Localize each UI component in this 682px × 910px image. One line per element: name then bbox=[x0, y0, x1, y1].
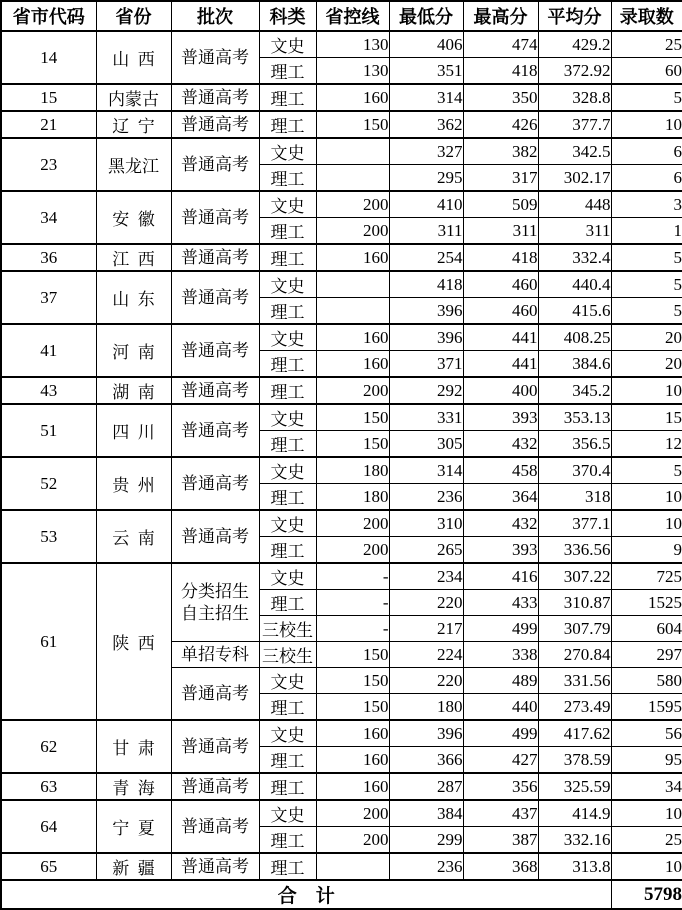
avg-score-cell: 440.4 bbox=[538, 271, 611, 298]
batch-cell: 普通高考 bbox=[171, 138, 259, 191]
province-cell: 安徽 bbox=[96, 191, 171, 244]
control-line-cell: 150 bbox=[316, 111, 389, 138]
province-cell: 云南 bbox=[96, 510, 171, 563]
control-line-cell: 160 bbox=[316, 747, 389, 774]
min-score-cell: 351 bbox=[389, 58, 463, 85]
avg-score-cell: 331.56 bbox=[538, 668, 611, 694]
batch-cell: 普通高考 bbox=[171, 377, 259, 404]
control-line-cell: 160 bbox=[316, 720, 389, 747]
control-line-cell bbox=[316, 138, 389, 165]
code-cell: 37 bbox=[1, 271, 96, 324]
code-column-header: 省市代码 bbox=[1, 1, 96, 31]
max-score-cell: 387 bbox=[463, 827, 538, 854]
code-cell: 43 bbox=[1, 377, 96, 404]
min-score-cell: 217 bbox=[389, 616, 463, 642]
min-score-cell: 396 bbox=[389, 298, 463, 325]
category-column-header: 科类 bbox=[259, 1, 316, 31]
max-score-column-header: 最高分 bbox=[463, 1, 538, 31]
avg-score-cell: 414.9 bbox=[538, 800, 611, 827]
min-score-cell: 366 bbox=[389, 747, 463, 774]
count-cell: 34 bbox=[611, 773, 682, 800]
control-line-cell: 200 bbox=[316, 537, 389, 564]
batch-cell: 普通高考 bbox=[171, 84, 259, 111]
min-score-cell: 406 bbox=[389, 31, 463, 58]
count-cell: 6 bbox=[611, 165, 682, 192]
avg-score-cell: 370.4 bbox=[538, 457, 611, 484]
table-header bbox=[1, 1, 682, 31]
table-row bbox=[1, 111, 682, 138]
min-score-cell: 305 bbox=[389, 431, 463, 458]
min-score-cell: 396 bbox=[389, 720, 463, 747]
category-cell: 文史 bbox=[259, 191, 316, 218]
control-line-cell: 150 bbox=[316, 404, 389, 431]
min-score-cell: 371 bbox=[389, 351, 463, 378]
count-cell: 95 bbox=[611, 747, 682, 774]
max-score-cell: 426 bbox=[463, 111, 538, 138]
max-score-cell: 441 bbox=[463, 324, 538, 351]
min-score-cell: 254 bbox=[389, 244, 463, 271]
control-line-cell: - bbox=[316, 590, 389, 616]
count-cell: 6 bbox=[611, 138, 682, 165]
min-score-cell: 224 bbox=[389, 642, 463, 668]
min-score-cell: 265 bbox=[389, 537, 463, 564]
control-line-cell: 150 bbox=[316, 668, 389, 694]
province-cell: 黑龙江 bbox=[96, 138, 171, 191]
category-cell: 理工 bbox=[259, 694, 316, 721]
table-row bbox=[1, 377, 682, 404]
code-cell: 36 bbox=[1, 244, 96, 271]
min-score-cell: 314 bbox=[389, 84, 463, 111]
category-cell: 三校生 bbox=[259, 616, 316, 642]
avg-score-cell: 378.59 bbox=[538, 747, 611, 774]
control-line-cell: 150 bbox=[316, 642, 389, 668]
count-cell: 20 bbox=[611, 324, 682, 351]
count-cell: 5 bbox=[611, 271, 682, 298]
category-cell: 文史 bbox=[259, 510, 316, 537]
max-score-cell: 393 bbox=[463, 404, 538, 431]
min-score-cell: 299 bbox=[389, 827, 463, 854]
min-score-cell: 410 bbox=[389, 191, 463, 218]
count-cell: 10 bbox=[611, 853, 682, 880]
batch-cell: 普通高考 bbox=[171, 31, 259, 84]
province-cell: 四川 bbox=[96, 404, 171, 457]
min-score-cell: 362 bbox=[389, 111, 463, 138]
code-cell: 21 bbox=[1, 111, 96, 138]
code-cell: 52 bbox=[1, 457, 96, 510]
category-cell: 理工 bbox=[259, 351, 316, 378]
control-line-cell: - bbox=[316, 616, 389, 642]
min-score-cell: 331 bbox=[389, 404, 463, 431]
table-row bbox=[1, 191, 682, 218]
control-line-cell: 200 bbox=[316, 218, 389, 245]
max-score-cell: 350 bbox=[463, 84, 538, 111]
count-cell: 5 bbox=[611, 457, 682, 484]
avg-score-cell: 345.2 bbox=[538, 377, 611, 404]
avg-score-cell: 448 bbox=[538, 191, 611, 218]
table-row bbox=[1, 563, 682, 590]
province-cell: 江西 bbox=[96, 244, 171, 271]
avg-score-cell: 377.1 bbox=[538, 510, 611, 537]
category-cell: 理工 bbox=[259, 58, 316, 85]
batch-cell: 普通高考 bbox=[171, 111, 259, 138]
control-line-cell: 200 bbox=[316, 191, 389, 218]
count-cell: 297 bbox=[611, 642, 682, 668]
total-label: 合 计 bbox=[1, 880, 611, 909]
min-score-cell: 314 bbox=[389, 457, 463, 484]
batch-cell: 普通高考 bbox=[171, 668, 259, 721]
code-cell: 63 bbox=[1, 773, 96, 800]
count-cell: 20 bbox=[611, 351, 682, 378]
min-score-cell: 295 bbox=[389, 165, 463, 192]
max-score-cell: 460 bbox=[463, 271, 538, 298]
control-line-column-header: 省控线 bbox=[316, 1, 389, 31]
max-score-cell: 382 bbox=[463, 138, 538, 165]
avg-score-cell: 408.25 bbox=[538, 324, 611, 351]
batch-cell: 单招专科 bbox=[171, 642, 259, 668]
max-score-cell: 393 bbox=[463, 537, 538, 564]
control-line-cell: 160 bbox=[316, 244, 389, 271]
max-score-cell: 364 bbox=[463, 484, 538, 511]
table-row bbox=[1, 773, 682, 800]
table-row bbox=[1, 31, 682, 58]
category-cell: 理工 bbox=[259, 590, 316, 616]
code-cell: 34 bbox=[1, 191, 96, 244]
category-cell: 理工 bbox=[259, 165, 316, 192]
count-cell: 580 bbox=[611, 668, 682, 694]
count-cell: 15 bbox=[611, 404, 682, 431]
table-row bbox=[1, 271, 682, 298]
control-line-cell: 160 bbox=[316, 324, 389, 351]
header-row bbox=[1, 1, 682, 31]
avg-score-cell: 356.5 bbox=[538, 431, 611, 458]
code-cell: 41 bbox=[1, 324, 96, 377]
code-cell: 53 bbox=[1, 510, 96, 563]
count-cell: 60 bbox=[611, 58, 682, 85]
province-cell: 河南 bbox=[96, 324, 171, 377]
min-score-cell: 220 bbox=[389, 668, 463, 694]
code-cell: 65 bbox=[1, 853, 96, 880]
category-cell: 理工 bbox=[259, 218, 316, 245]
count-cell: 1525 bbox=[611, 590, 682, 616]
table-row bbox=[1, 853, 682, 880]
count-cell: 10 bbox=[611, 484, 682, 511]
control-line-cell: 130 bbox=[316, 31, 389, 58]
category-cell: 三校生 bbox=[259, 642, 316, 668]
max-score-cell: 338 bbox=[463, 642, 538, 668]
max-score-cell: 440 bbox=[463, 694, 538, 721]
control-line-cell: 150 bbox=[316, 694, 389, 721]
category-cell: 文史 bbox=[259, 271, 316, 298]
table-body bbox=[1, 31, 682, 909]
avg-score-cell: 417.62 bbox=[538, 720, 611, 747]
count-cell: 10 bbox=[611, 510, 682, 537]
table-row bbox=[1, 720, 682, 747]
min-score-cell: 236 bbox=[389, 484, 463, 511]
avg-score-cell: 429.2 bbox=[538, 31, 611, 58]
province-cell: 辽宁 bbox=[96, 111, 171, 138]
min-score-cell: 310 bbox=[389, 510, 463, 537]
avg-score-cell: 307.79 bbox=[538, 616, 611, 642]
control-line-cell: 160 bbox=[316, 351, 389, 378]
table-row bbox=[1, 800, 682, 827]
category-cell: 文史 bbox=[259, 138, 316, 165]
province-column-header: 省份 bbox=[96, 1, 171, 31]
category-cell: 理工 bbox=[259, 537, 316, 564]
max-score-cell: 416 bbox=[463, 563, 538, 590]
control-line-cell bbox=[316, 298, 389, 325]
control-line-cell: 160 bbox=[316, 84, 389, 111]
batch-cell: 分类招生 自主招生 bbox=[171, 563, 259, 642]
category-cell: 理工 bbox=[259, 298, 316, 325]
batch-cell: 普通高考 bbox=[171, 457, 259, 510]
category-cell: 理工 bbox=[259, 484, 316, 511]
table-row bbox=[1, 324, 682, 351]
avg-score-cell: 372.92 bbox=[538, 58, 611, 85]
province-cell: 甘肃 bbox=[96, 720, 171, 773]
batch-cell: 普通高考 bbox=[171, 773, 259, 800]
category-cell: 理工 bbox=[259, 827, 316, 854]
control-line-cell: 180 bbox=[316, 457, 389, 484]
batch-cell: 普通高考 bbox=[171, 244, 259, 271]
batch-cell: 普通高考 bbox=[171, 720, 259, 773]
count-cell: 56 bbox=[611, 720, 682, 747]
category-cell: 文史 bbox=[259, 720, 316, 747]
avg-score-cell: 328.8 bbox=[538, 84, 611, 111]
control-line-cell: 130 bbox=[316, 58, 389, 85]
max-score-cell: 460 bbox=[463, 298, 538, 325]
table-row bbox=[1, 510, 682, 537]
max-score-cell: 509 bbox=[463, 191, 538, 218]
table-row bbox=[1, 138, 682, 165]
min-score-cell: 287 bbox=[389, 773, 463, 800]
avg-score-cell: 273.49 bbox=[538, 694, 611, 721]
control-line-cell bbox=[316, 853, 389, 880]
code-cell: 14 bbox=[1, 31, 96, 84]
count-cell: 10 bbox=[611, 377, 682, 404]
batch-column-header: 批次 bbox=[171, 1, 259, 31]
max-score-cell: 499 bbox=[463, 720, 538, 747]
category-cell: 理工 bbox=[259, 84, 316, 111]
avg-score-cell: 318 bbox=[538, 484, 611, 511]
control-line-cell: 200 bbox=[316, 827, 389, 854]
province-cell: 陕西 bbox=[96, 563, 171, 720]
control-line-cell: 160 bbox=[316, 773, 389, 800]
category-cell: 文史 bbox=[259, 31, 316, 58]
category-cell: 文史 bbox=[259, 800, 316, 827]
category-cell: 文史 bbox=[259, 563, 316, 590]
avg-score-cell: 270.84 bbox=[538, 642, 611, 668]
code-cell: 23 bbox=[1, 138, 96, 191]
max-score-cell: 400 bbox=[463, 377, 538, 404]
category-cell: 理工 bbox=[259, 244, 316, 271]
count-cell: 10 bbox=[611, 800, 682, 827]
max-score-cell: 489 bbox=[463, 668, 538, 694]
avg-score-cell: 332.4 bbox=[538, 244, 611, 271]
avg-score-cell: 325.59 bbox=[538, 773, 611, 800]
avg-score-cell: 342.5 bbox=[538, 138, 611, 165]
control-line-cell: - bbox=[316, 563, 389, 590]
avg-score-cell: 307.22 bbox=[538, 563, 611, 590]
min-score-cell: 327 bbox=[389, 138, 463, 165]
category-cell: 理工 bbox=[259, 853, 316, 880]
min-score-cell: 396 bbox=[389, 324, 463, 351]
count-cell: 5 bbox=[611, 84, 682, 111]
min-score-column-header: 最低分 bbox=[389, 1, 463, 31]
category-cell: 文史 bbox=[259, 324, 316, 351]
avg-score-cell: 313.8 bbox=[538, 853, 611, 880]
province-cell: 贵州 bbox=[96, 457, 171, 510]
avg-score-cell: 377.7 bbox=[538, 111, 611, 138]
batch-cell: 普通高考 bbox=[171, 510, 259, 563]
province-cell: 山东 bbox=[96, 271, 171, 324]
count-cell: 5 bbox=[611, 244, 682, 271]
province-cell: 青海 bbox=[96, 773, 171, 800]
province-cell: 湖南 bbox=[96, 377, 171, 404]
min-score-cell: 311 bbox=[389, 218, 463, 245]
code-cell: 61 bbox=[1, 563, 96, 720]
avg-score-cell: 336.56 bbox=[538, 537, 611, 564]
count-cell: 9 bbox=[611, 537, 682, 564]
batch-cell: 普通高考 bbox=[171, 324, 259, 377]
max-score-cell: 499 bbox=[463, 616, 538, 642]
control-line-cell: 200 bbox=[316, 510, 389, 537]
control-line-cell: 200 bbox=[316, 377, 389, 404]
min-score-cell: 180 bbox=[389, 694, 463, 721]
max-score-cell: 356 bbox=[463, 773, 538, 800]
code-cell: 64 bbox=[1, 800, 96, 853]
control-line-cell bbox=[316, 165, 389, 192]
count-column-header: 录取数 bbox=[611, 1, 682, 31]
min-score-cell: 384 bbox=[389, 800, 463, 827]
control-line-cell bbox=[316, 271, 389, 298]
category-cell: 理工 bbox=[259, 773, 316, 800]
batch-cell: 普通高考 bbox=[171, 404, 259, 457]
batch-cell: 普通高考 bbox=[171, 800, 259, 853]
code-cell: 51 bbox=[1, 404, 96, 457]
avg-score-cell: 415.6 bbox=[538, 298, 611, 325]
max-score-cell: 437 bbox=[463, 800, 538, 827]
min-score-cell: 234 bbox=[389, 563, 463, 590]
province-cell: 山西 bbox=[96, 31, 171, 84]
avg-score-column-header: 平均分 bbox=[538, 1, 611, 31]
max-score-cell: 433 bbox=[463, 590, 538, 616]
max-score-cell: 368 bbox=[463, 853, 538, 880]
table-row bbox=[1, 244, 682, 271]
avg-score-cell: 332.16 bbox=[538, 827, 611, 854]
max-score-cell: 418 bbox=[463, 58, 538, 85]
min-score-cell: 418 bbox=[389, 271, 463, 298]
category-cell: 文史 bbox=[259, 668, 316, 694]
batch-cell: 普通高考 bbox=[171, 191, 259, 244]
total-row bbox=[1, 880, 682, 909]
avg-score-cell: 302.17 bbox=[538, 165, 611, 192]
min-score-cell: 220 bbox=[389, 590, 463, 616]
category-cell: 文史 bbox=[259, 404, 316, 431]
max-score-cell: 432 bbox=[463, 431, 538, 458]
batch-cell: 普通高考 bbox=[171, 271, 259, 324]
code-cell: 62 bbox=[1, 720, 96, 773]
total-value: 5798 bbox=[611, 880, 682, 909]
table-row bbox=[1, 404, 682, 431]
category-cell: 理工 bbox=[259, 431, 316, 458]
control-line-cell: 150 bbox=[316, 431, 389, 458]
control-line-cell: 200 bbox=[316, 800, 389, 827]
category-cell: 理工 bbox=[259, 377, 316, 404]
count-cell: 12 bbox=[611, 431, 682, 458]
max-score-cell: 317 bbox=[463, 165, 538, 192]
code-cell: 15 bbox=[1, 84, 96, 111]
count-cell: 3 bbox=[611, 191, 682, 218]
category-cell: 理工 bbox=[259, 747, 316, 774]
count-cell: 1 bbox=[611, 218, 682, 245]
table-row bbox=[1, 457, 682, 484]
category-cell: 理工 bbox=[259, 111, 316, 138]
max-score-cell: 458 bbox=[463, 457, 538, 484]
control-line-cell: 180 bbox=[316, 484, 389, 511]
count-cell: 725 bbox=[611, 563, 682, 590]
avg-score-cell: 311 bbox=[538, 218, 611, 245]
count-cell: 25 bbox=[611, 31, 682, 58]
avg-score-cell: 353.13 bbox=[538, 404, 611, 431]
count-cell: 25 bbox=[611, 827, 682, 854]
province-cell: 内蒙古 bbox=[96, 84, 171, 111]
count-cell: 5 bbox=[611, 298, 682, 325]
count-cell: 1595 bbox=[611, 694, 682, 721]
count-cell: 604 bbox=[611, 616, 682, 642]
province-cell: 宁夏 bbox=[96, 800, 171, 853]
max-score-cell: 311 bbox=[463, 218, 538, 245]
max-score-cell: 441 bbox=[463, 351, 538, 378]
table-row bbox=[1, 84, 682, 111]
count-cell: 10 bbox=[611, 111, 682, 138]
batch-cell: 普通高考 bbox=[171, 853, 259, 880]
avg-score-cell: 310.87 bbox=[538, 590, 611, 616]
min-score-cell: 292 bbox=[389, 377, 463, 404]
min-score-cell: 236 bbox=[389, 853, 463, 880]
max-score-cell: 432 bbox=[463, 510, 538, 537]
province-cell: 新疆 bbox=[96, 853, 171, 880]
max-score-cell: 427 bbox=[463, 747, 538, 774]
avg-score-cell: 384.6 bbox=[538, 351, 611, 378]
max-score-cell: 418 bbox=[463, 244, 538, 271]
category-cell: 文史 bbox=[259, 457, 316, 484]
max-score-cell: 474 bbox=[463, 31, 538, 58]
